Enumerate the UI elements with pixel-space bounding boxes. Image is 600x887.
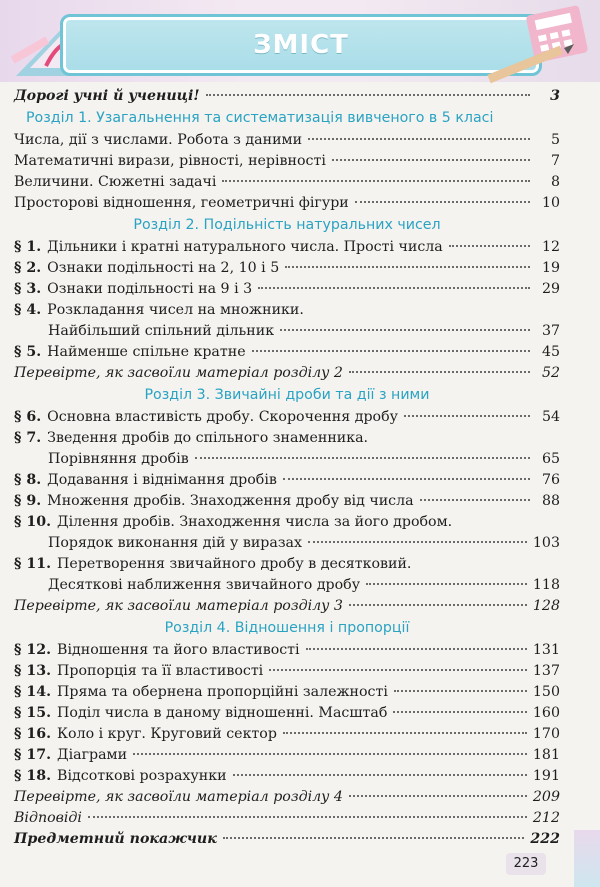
dot-leader [404, 415, 530, 417]
toc-entry[interactable] [14, 745, 560, 766]
toc-entry[interactable] [14, 640, 560, 661]
dot-leader [393, 711, 527, 713]
toc-entry[interactable] [14, 724, 560, 745]
entry-page: 12 [541, 239, 560, 255]
entry-number: § 6. [14, 409, 42, 425]
entry-number: § 3. [14, 281, 42, 297]
entry-title: Множення дробів. Знаходження дробу від числа [47, 493, 414, 509]
dot-leader [133, 753, 527, 755]
entry-title: Перевірте, як засвоїли матеріал розділу 4 [14, 789, 343, 805]
toc-entry[interactable] [14, 661, 560, 682]
toc-entry[interactable] [14, 449, 560, 470]
toc-entry[interactable] [14, 428, 560, 449]
entry-title: Числа, дії з числами. Робота з даними [14, 132, 303, 148]
entry-number: § 4. [14, 302, 42, 318]
entry-title: Порядок виконання дій у виразах [48, 535, 303, 551]
entry-number: § 18. [14, 768, 52, 784]
toc-entry[interactable] [14, 300, 560, 321]
dot-leader [233, 774, 527, 776]
section-heading: Розділ 2. Подільність натуральних чисел [133, 217, 441, 233]
dot-leader [306, 648, 527, 650]
entry-page: 118 [532, 577, 560, 593]
toc-entry[interactable] [14, 491, 560, 512]
pencil-icon [487, 46, 563, 84]
entry-title: Поділ числа в даному відношенні. Масштаб [57, 705, 388, 721]
entry-number: § 7. [14, 430, 42, 446]
dot-leader [223, 837, 525, 839]
entry-title: Зведення дробів до спільного знаменника. [47, 430, 369, 446]
page-number: 223 [506, 853, 546, 875]
entry-title: Предметний покажчик [14, 831, 217, 847]
dot-leader [269, 669, 527, 671]
entry-page: 209 [532, 789, 560, 805]
toc-entry[interactable] [14, 512, 560, 533]
entry-number: § 9. [14, 493, 42, 509]
entry-page: 191 [532, 768, 560, 784]
toc-entry[interactable] [14, 575, 560, 596]
section-heading: Розділ 1. Узагальнення та систематизація вивченого в 5 класі [26, 110, 494, 126]
entry-number: § 11. [14, 556, 52, 572]
toc-entry[interactable] [14, 321, 560, 342]
entry-page: 137 [532, 663, 560, 679]
toc-entry[interactable] [14, 193, 560, 214]
entry-page: 10 [541, 195, 560, 211]
entry-page: 37 [541, 323, 560, 339]
toc-entry[interactable] [14, 682, 560, 703]
toc-entry[interactable] [14, 363, 560, 384]
entry-title: Додавання і віднімання дробів [47, 472, 277, 488]
entry-title: Десяткові наближення звичайного дробу [48, 577, 361, 593]
entry-page: 128 [532, 598, 560, 614]
entry-page: 160 [532, 705, 560, 721]
dot-leader [420, 499, 530, 501]
dot-leader [88, 816, 527, 818]
entry-title: Ознаки подільності на 9 і 3 [47, 281, 253, 297]
toc-entry[interactable] [14, 407, 560, 428]
toc-entry[interactable] [14, 533, 560, 554]
section-heading: Розділ 3. Звичайні дроби та дії з ними [144, 387, 430, 403]
entry-number: § 13. [14, 663, 52, 679]
entry-title: Ознаки подільності на 2, 10 і 5 [47, 260, 280, 276]
entry-number: § 15. [14, 705, 52, 721]
entry-title: Перетворення звичайного дробу в десятковий. [57, 556, 412, 572]
toc-entry[interactable] [14, 172, 560, 193]
entry-title: Перевірте, як засвоїли матеріал розділу 3 [14, 598, 343, 614]
entry-title: Величини. Сюжетні задачі [14, 174, 217, 190]
entry-page: 103 [532, 535, 560, 551]
page-edge-decoration [574, 830, 600, 887]
entry-title: Найбільший спільний дільник [48, 323, 275, 339]
toc-entry[interactable] [14, 596, 560, 617]
entry-title: Відповіді [14, 810, 82, 826]
dot-leader [366, 583, 527, 585]
toc-entry[interactable] [14, 554, 560, 575]
entry-title: Дорогі учні й учениці! [14, 88, 200, 104]
entry-page: 222 [530, 831, 560, 847]
entry-page: 150 [532, 684, 560, 700]
toc-entry[interactable] [14, 151, 560, 172]
title-banner [60, 14, 542, 76]
entry-page: 54 [541, 409, 560, 425]
entry-title: Відсоткові розрахунки [57, 768, 227, 784]
entry-page: 45 [541, 344, 560, 360]
dot-leader [349, 371, 530, 373]
entry-title: Основна властивість дробу. Скорочення дробу [47, 409, 398, 425]
entry-title: Математичні вирази, рівності, нерівності [14, 153, 326, 169]
entry-title: Порівняння дробів [48, 451, 189, 467]
entry-number: § 16. [14, 726, 52, 742]
entry-page: 7 [550, 153, 560, 169]
toc-entry[interactable] [14, 470, 560, 491]
entry-page: 88 [541, 493, 560, 509]
dot-leader [280, 329, 530, 331]
toc-entry[interactable] [14, 258, 560, 279]
page-title: ЗМІСТ [253, 30, 349, 60]
entry-title: Коло і круг. Круговий сектор [57, 726, 277, 742]
entry-page: 76 [541, 472, 560, 488]
entry-number: § 12. [14, 642, 52, 658]
entry-number: § 5. [14, 344, 42, 360]
entry-page: 131 [532, 642, 560, 658]
entry-page: 8 [550, 174, 560, 190]
entry-title: Ділення дробів. Знаходження числа за його дробом. [57, 514, 453, 530]
dot-leader [222, 180, 530, 182]
toc-entry[interactable] [14, 766, 560, 787]
section-heading: Розділ 4. Відношення і пропорції [164, 620, 410, 636]
entry-number: § 2. [14, 260, 42, 276]
dot-leader [308, 138, 530, 140]
toc-entry[interactable] [14, 703, 560, 724]
toc-entry[interactable] [14, 342, 560, 363]
entry-page: 212 [532, 810, 560, 826]
dot-leader [332, 159, 530, 161]
dot-leader [349, 795, 527, 797]
entry-title: Пропорція та її властивості [57, 663, 264, 679]
dot-leader [449, 245, 530, 247]
dot-leader [308, 541, 527, 543]
entry-title: Відношення та його властивості [57, 642, 300, 658]
toc-entry[interactable] [14, 237, 560, 258]
entry-page: 3 [550, 88, 560, 104]
entry-page: 170 [532, 726, 560, 742]
entry-page: 181 [532, 747, 560, 763]
dot-leader [355, 201, 530, 203]
toc-entry[interactable] [14, 787, 560, 808]
entry-title: Розкладання чисел на множники. [47, 302, 304, 318]
dot-leader [258, 287, 530, 289]
dot-leader [252, 350, 530, 352]
toc-entry[interactable] [14, 130, 560, 151]
entry-page: 5 [550, 132, 560, 148]
table-of-contents [14, 86, 560, 850]
dot-leader [349, 604, 527, 606]
dot-leader [285, 266, 530, 268]
toc-entry[interactable] [14, 279, 560, 300]
entry-number: § 14. [14, 684, 52, 700]
entry-number: § 10. [14, 514, 52, 530]
entry-title: Дільники і кратні натурального числа. Прості числа [47, 239, 443, 255]
entry-title: Просторові відношення, геометричні фігури [14, 195, 349, 211]
entry-title: Найменше спільне кратне [47, 344, 246, 360]
entry-page: 65 [541, 451, 560, 467]
dot-leader [283, 732, 527, 734]
entry-page: 52 [541, 365, 560, 381]
entry-page: 19 [541, 260, 560, 276]
toc-entry[interactable] [14, 808, 560, 829]
toc-entry[interactable] [14, 829, 560, 850]
entry-number: § 17. [14, 747, 52, 763]
calculator-icon [478, 4, 598, 86]
dot-leader [394, 690, 527, 692]
dot-leader [206, 94, 530, 96]
entry-number: § 1. [14, 239, 42, 255]
toc-entry[interactable] [14, 86, 560, 107]
dot-leader [283, 478, 530, 480]
entry-number: § 8. [14, 472, 42, 488]
entry-title: Пряма та обернена пропорційні залежності [57, 684, 388, 700]
entry-page: 29 [541, 281, 560, 297]
dot-leader [195, 457, 530, 459]
entry-title: Діаграми [57, 747, 128, 763]
entry-title: Перевірте, як засвоїли матеріал розділу 2 [14, 365, 343, 381]
